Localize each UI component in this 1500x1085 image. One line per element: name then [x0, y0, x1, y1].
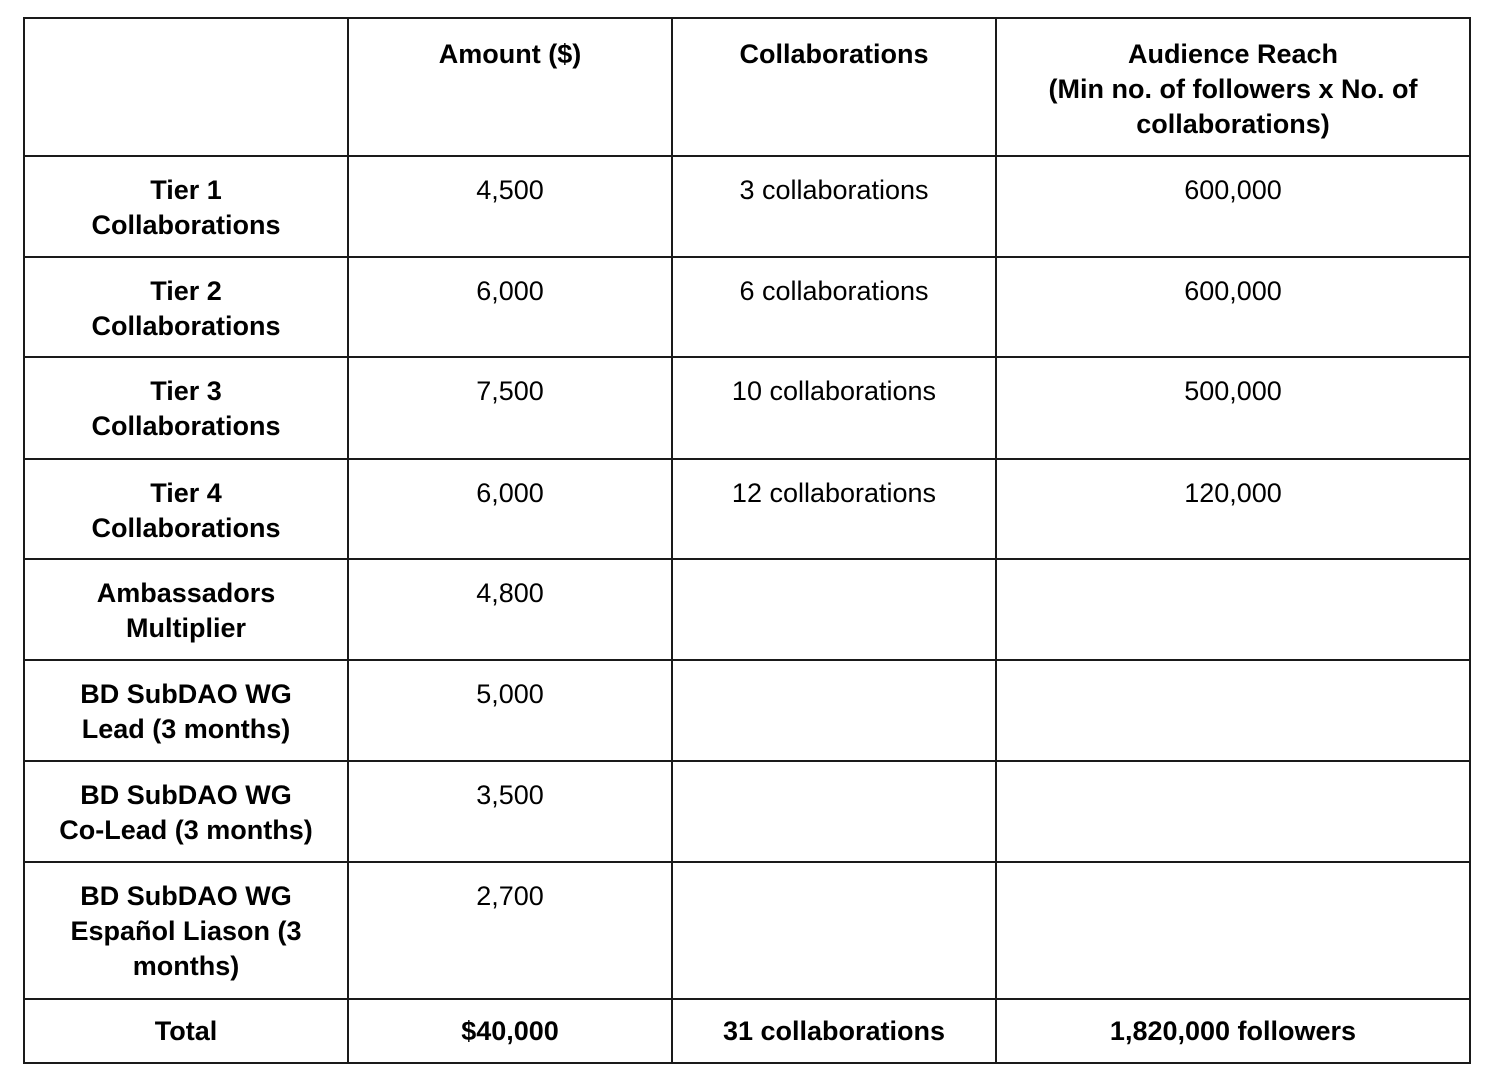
budget-table: [23, 17, 1471, 1064]
amount-cell: 5,000: [348, 660, 672, 761]
collaborations-cell: [672, 862, 996, 999]
total-amount: $40,000: [348, 999, 672, 1063]
reach-cell: [996, 660, 1470, 761]
row-label: Ambassadors Multiplier: [24, 559, 348, 660]
header-amount: Amount ($): [348, 18, 672, 156]
table-row: [24, 357, 1470, 459]
header-empty: [24, 18, 348, 156]
amount-cell: 6,000: [348, 459, 672, 559]
amount-cell: 4,500: [348, 156, 672, 257]
amount-cell: 7,500: [348, 357, 672, 459]
total-row: [24, 999, 1470, 1063]
row-label: Tier 2 Collaborations: [24, 257, 348, 357]
header-row: [24, 18, 1470, 156]
reach-cell: 120,000: [996, 459, 1470, 559]
row-label: Tier 4 Collaborations: [24, 459, 348, 559]
reach-cell: 600,000: [996, 257, 1470, 357]
total-collaborations: 31 collaborations: [672, 999, 996, 1063]
header-collaborations: Collaborations: [672, 18, 996, 156]
table-row: [24, 559, 1470, 660]
reach-cell: [996, 761, 1470, 862]
row-label: BD SubDAO WG Co-Lead (3 months): [24, 761, 348, 862]
reach-cell: 600,000: [996, 156, 1470, 257]
collaborations-cell: 3 collaborations: [672, 156, 996, 257]
table-row: [24, 459, 1470, 559]
table-row: [24, 862, 1470, 999]
amount-cell: 6,000: [348, 257, 672, 357]
table-row: [24, 761, 1470, 862]
table-row: [24, 660, 1470, 761]
row-label: BD SubDAO WG Lead (3 months): [24, 660, 348, 761]
collaborations-cell: [672, 761, 996, 862]
collaborations-cell: [672, 660, 996, 761]
row-label: Tier 1 Collaborations: [24, 156, 348, 257]
collaborations-cell: 10 collaborations: [672, 357, 996, 459]
amount-cell: 3,500: [348, 761, 672, 862]
collaborations-cell: 6 collaborations: [672, 257, 996, 357]
amount-cell: 4,800: [348, 559, 672, 660]
total-label: Total: [24, 999, 348, 1063]
amount-cell: 2,700: [348, 862, 672, 999]
reach-cell: [996, 559, 1470, 660]
row-label: BD SubDAO WG Español Liason (3 months): [24, 862, 348, 999]
reach-cell: 500,000: [996, 357, 1470, 459]
header-audience-reach: Audience Reach (Min no. of followers x No. of collaborations): [996, 18, 1470, 156]
row-label: Tier 3 Collaborations: [24, 357, 348, 459]
table-row: [24, 257, 1470, 357]
total-reach: 1,820,000 followers: [996, 999, 1470, 1063]
reach-cell: [996, 862, 1470, 999]
table-row: [24, 156, 1470, 257]
collaborations-cell: 12 collaborations: [672, 459, 996, 559]
collaborations-cell: [672, 559, 996, 660]
